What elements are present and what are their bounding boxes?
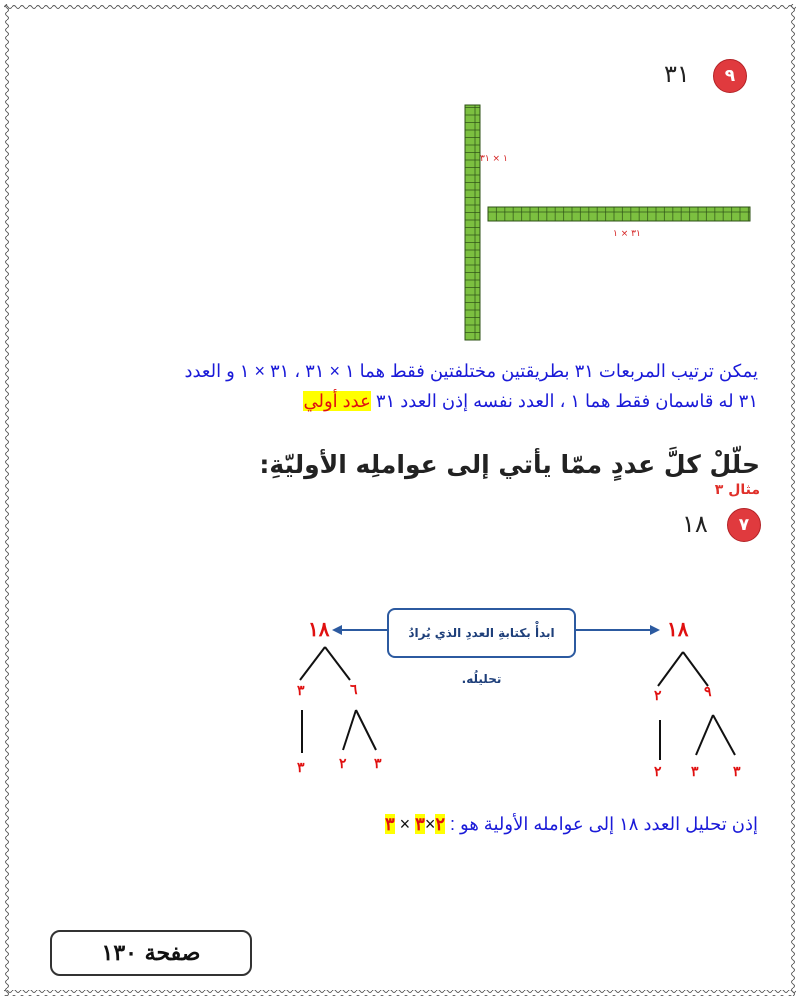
instruction-callout: ابدأْ بكتابةِ العددِ الذي يُرادُ تحليلُه. bbox=[387, 608, 576, 658]
left-tree-factor: ٢ bbox=[339, 756, 347, 772]
page-number-label: صفحة ١٣٠ bbox=[50, 930, 252, 976]
horizontal-31-block-row bbox=[488, 207, 750, 221]
right-tree-factor: ٢ bbox=[654, 764, 662, 780]
problem-7-badge: ٧ bbox=[727, 508, 761, 542]
explanation-line-1: يمكن ترتيب المربعات ٣١ بطريقتين مختلفتين فقط هما ١ × ٣١ ، ٣١ × ١ و العدد bbox=[184, 361, 758, 381]
explanation-line-2-text: ٣١ له قاسمان فقط هما ١ ، العدد نفسه إذن العدد ٣١ bbox=[370, 391, 758, 411]
right-tree-factor: ٢ bbox=[654, 688, 662, 704]
left-tree-factor: ٦ bbox=[350, 682, 358, 698]
problem-9-number: ٣١ bbox=[664, 60, 690, 88]
example-tag: مثال ٣ bbox=[714, 482, 760, 498]
left-tree-factor: ٣ bbox=[374, 756, 382, 772]
right-tree-factor: ٩ bbox=[704, 684, 712, 700]
vertical-arrangement-label: ١ × ٣١ bbox=[480, 154, 508, 164]
heading-text: حلّلْ كلَّ عددٍ ممّا يأتي إلى عواملِه الأوليّةِ: bbox=[259, 450, 760, 479]
vertical-31-block-column bbox=[465, 105, 480, 340]
multiply-sign: × bbox=[424, 814, 436, 834]
problem-9-badge: ٩ bbox=[713, 59, 747, 93]
problem-7-number: ١٨ bbox=[682, 510, 708, 538]
prime-factor-highlight: ٢ bbox=[435, 814, 446, 834]
left-tree-root: ١٨ bbox=[308, 617, 330, 641]
conclusion-text: إذن تحليل العدد ١٨ إلى عوامله الأولية هو : bbox=[445, 814, 758, 834]
multiply-sign: × bbox=[394, 814, 416, 834]
left-tree-factor: ٣ bbox=[297, 760, 305, 776]
left-tree-factor: ٣ bbox=[297, 683, 305, 699]
prime-factor-highlight: ٣ bbox=[415, 814, 425, 834]
conclusion-line bbox=[290, 814, 758, 835]
right-tree-factor: ٣ bbox=[691, 764, 699, 780]
right-tree-factor: ٣ bbox=[733, 764, 741, 780]
prime-number-highlight: عدد أولي bbox=[303, 391, 371, 411]
factor-tree-lines bbox=[280, 640, 760, 770]
prime-factor-highlight: ٣ bbox=[384, 814, 395, 834]
section-heading bbox=[240, 450, 760, 498]
explanation-line-2 bbox=[80, 391, 758, 412]
block-arrangements-figure bbox=[460, 100, 760, 345]
horizontal-arrangement-label: ٣١ × ١ bbox=[613, 229, 641, 239]
right-tree-root: ١٨ bbox=[667, 617, 689, 641]
